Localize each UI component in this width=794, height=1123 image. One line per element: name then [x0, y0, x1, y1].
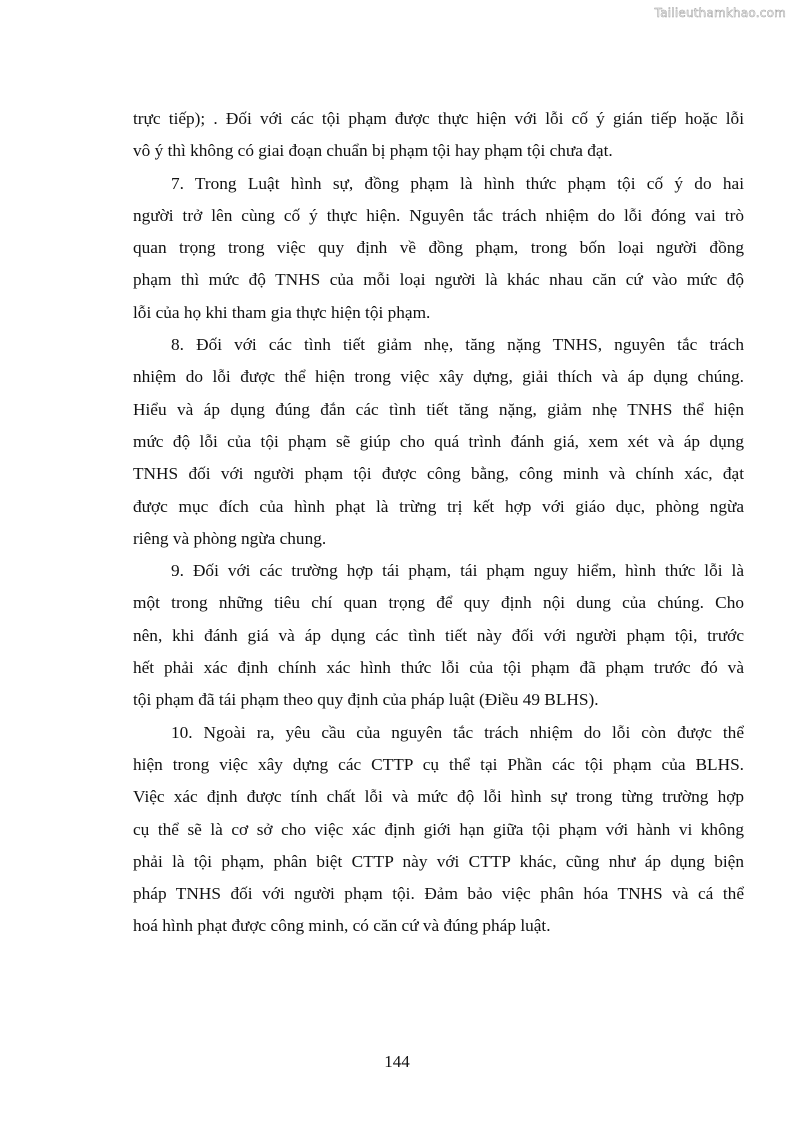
text-line: quan trọng trong việc quy định về đồng phạm, trong bốn loại người đồng	[133, 238, 744, 258]
text-line: phải là tội phạm, phân biệt CTTP này với CTTP khác, cũng như áp dụng biện	[133, 851, 744, 871]
text-line: phạm thì mức độ TNHS của mỗi loại người là khác nhau căn cứ vào mức độ	[133, 270, 744, 290]
text-line: người trở lên cùng cố ý thực hiện. Nguyên tắc trách nhiệm do lỗi đóng vai trò	[133, 205, 744, 225]
text-line: pháp TNHS đối với người phạm tội. Đảm bảo việc phân hóa TNHS và cá thể	[133, 884, 744, 904]
text-line: được mục đích của hình phạt là trừng trị kết hợp với giáo dục, phòng ngừa	[133, 496, 744, 516]
text-line: hiện trong việc xây dựng các CTTP cụ thể tại Phần các tội phạm của BLHS.	[133, 754, 744, 774]
text-line: hoá hình phạt được công minh, có căn cứ và đúng pháp luật.	[133, 916, 551, 936]
text-line: nên, khi đánh giá và áp dụng các tình tiết này đối với người phạm tội, trước	[133, 625, 744, 645]
text-line: mức độ lỗi của tội phạm sẽ giúp cho quá trình đánh giá, xem xét và áp dụng	[133, 431, 744, 451]
text-line: trực tiếp); . Đối với các tội phạm được thực hiện với lỗi cố ý gián tiếp hoặc lỗi	[133, 109, 744, 128]
page-number: 144	[384, 1052, 410, 1071]
watermark: Tailieuthamkhao.com	[654, 6, 786, 20]
text-line: cụ thể sẽ là cơ sở cho việc xác định giới hạn giữa tội phạm với hành vi không	[133, 819, 744, 839]
text-line: một trong những tiêu chí quan trọng để quy định nội dung của chúng. Cho	[133, 593, 744, 613]
text-line: riêng và phòng ngừa chung.	[133, 528, 327, 548]
text-line: Việc xác định được tính chất lỗi và mức độ lỗi hình sự trong từng trường hợp	[133, 787, 744, 807]
text-line: TNHS đối với người phạm tội được công bằng, công minh và chính xác, đạt	[133, 464, 744, 484]
text-line: Hiểu và áp dụng đúng đắn các tình tiết tăng nặng, giảm nhẹ TNHS thể hiện	[133, 399, 744, 419]
paragraph-item-7	[133, 168, 744, 329]
text-line: 8. Đối với các tình tiết giảm nhẹ, tăng nặng TNHS, nguyên tắc trách	[171, 335, 744, 355]
paragraph-item-8	[133, 329, 744, 555]
text-line: 9. Đối với các trường hợp tái phạm, tái phạm nguy hiểm, hình thức lỗi là	[171, 561, 744, 581]
text-line: 7. Trong Luật hình sự, đồng phạm là hình thức phạm tội cố ý do hai	[171, 173, 744, 193]
page-body	[133, 103, 744, 943]
paragraph-continuation	[133, 103, 744, 168]
text-line: hết phải xác định chính xác hình thức lỗi của tội phạm đã phạm trước đó và	[133, 658, 744, 678]
text-line: vô ý thì không có giai đoạn chuẩn bị phạm tội hay phạm tội chưa đạt.	[133, 141, 613, 161]
text-line: 10. Ngoài ra, yêu cầu của nguyên tắc trách nhiệm do lỗi còn được thể	[171, 722, 744, 742]
paragraph-item-10	[133, 717, 744, 943]
text-line: nhiệm do lỗi được thể hiện trong việc xây dựng, giải thích và áp dụng chúng.	[133, 367, 744, 387]
paragraph-item-9	[133, 555, 744, 716]
text-line: lỗi của họ khi tham gia thực hiện tội phạm.	[133, 302, 431, 322]
text-line: tội phạm đã tái phạm theo quy định của pháp luật (Điều 49 BLHS).	[133, 690, 599, 710]
